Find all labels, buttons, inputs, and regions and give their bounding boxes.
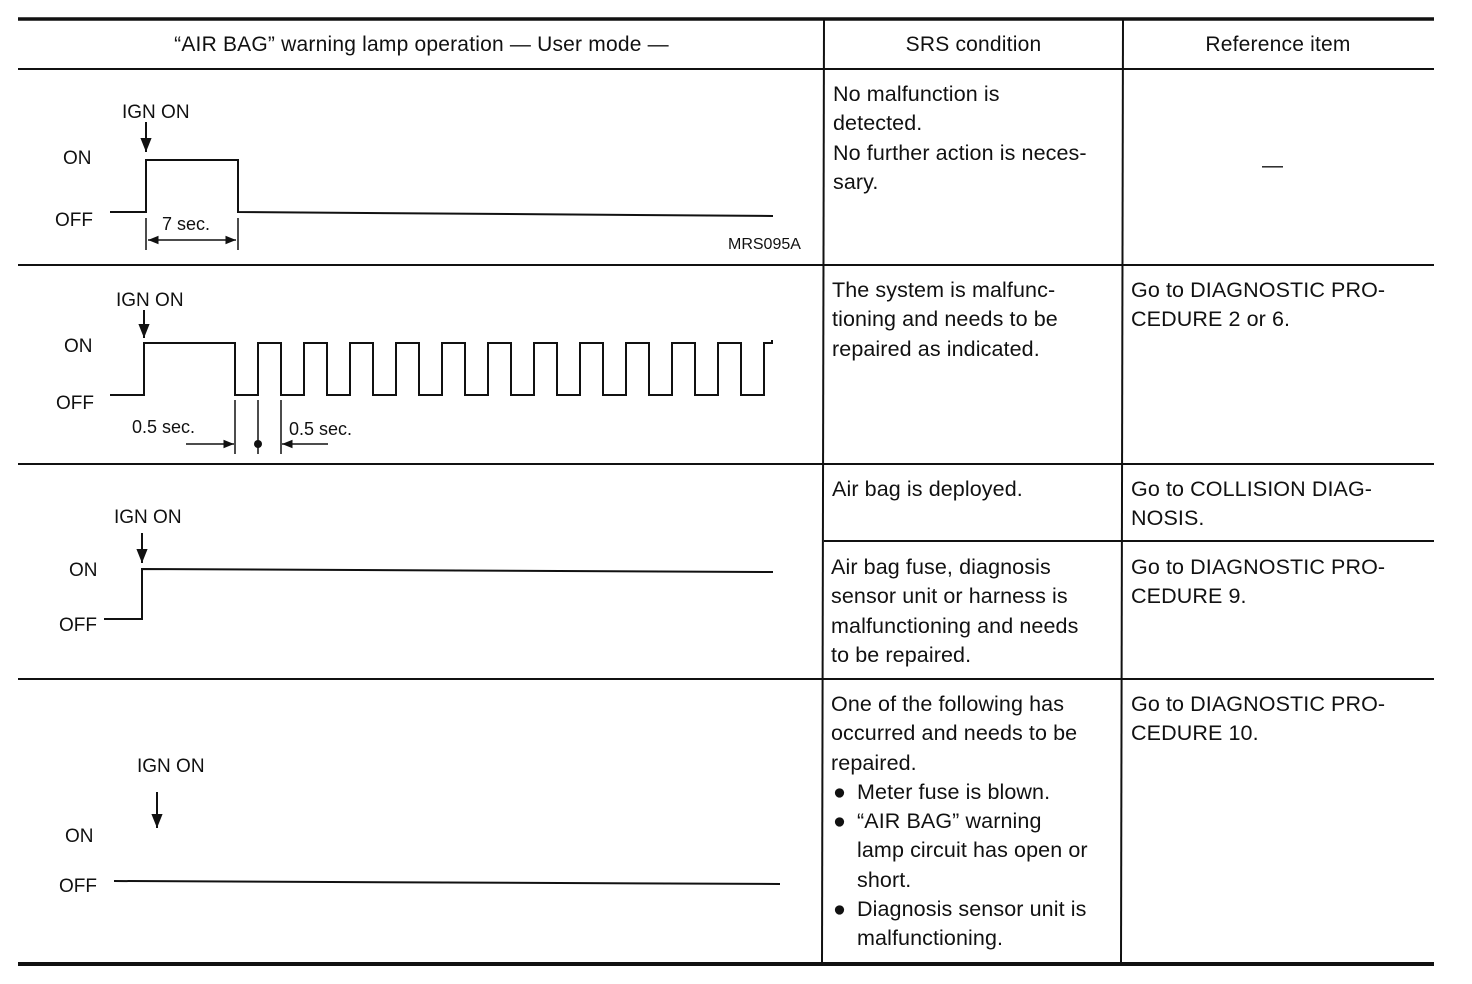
off-label: OFF bbox=[56, 393, 94, 414]
dim-center-dot bbox=[254, 440, 262, 448]
condition-row-4: One of the following has occurred and needs to be repaired. ● Meter fuse is blown. ● “AIR BAG” warning lamp circuit has open or short. ● Diagnosis sensor unit is malfunctioning. bbox=[831, 690, 1088, 954]
bullet-icon: ● bbox=[833, 897, 847, 922]
condition-row-2: The system is malfunc- tioning and needs to be repaired as indicated. bbox=[832, 278, 1058, 361]
diagram-row-3 bbox=[104, 533, 773, 619]
reference-row-1: — bbox=[1262, 154, 1283, 177]
off-label: OFF bbox=[59, 615, 97, 636]
condition-row-3a: Air bag is deployed. bbox=[832, 477, 1023, 501]
bullet-item: ● “AIR BAG” warning lamp circuit has open or short. bbox=[833, 809, 1088, 892]
off-label: OFF bbox=[59, 876, 97, 897]
on-label: ON bbox=[65, 826, 94, 847]
reference-row-4: Go to DIAGNOSTIC PRO- CEDURE 10. bbox=[1131, 692, 1386, 746]
diagram-row-4 bbox=[114, 792, 780, 884]
bullet-item: ● Meter fuse is blown. bbox=[831, 778, 1088, 807]
ign-on-label: IGN ON bbox=[116, 290, 184, 311]
on-label: ON bbox=[69, 560, 98, 581]
lamp-waveform-7sec bbox=[110, 160, 773, 216]
reference-row-2: Go to DIAGNOSTIC PRO- CEDURE 2 or 6. bbox=[1131, 278, 1386, 332]
condition-row-1: No malfunction is detected. No further action is neces- sary. bbox=[833, 82, 1087, 194]
reference-row-3b: Go to DIAGNOSTIC PRO- CEDURE 9. bbox=[1131, 555, 1386, 609]
diagram-row-2 bbox=[110, 310, 772, 454]
lamp-waveform-blinking bbox=[110, 340, 772, 395]
ign-on-label: IGN ON bbox=[137, 756, 205, 777]
duration-label-left: 0.5 sec. bbox=[132, 417, 196, 437]
figure-code: MRS095A bbox=[728, 236, 801, 253]
lamp-waveform-off bbox=[114, 881, 780, 884]
ign-on-label: IGN ON bbox=[114, 507, 182, 528]
header-reference-item: Reference item bbox=[1205, 33, 1351, 56]
condition-row-3b: Air bag fuse, diagnosis sensor unit or harness is malfunctioning and needs to be repaired. bbox=[831, 555, 1079, 667]
reference-row-3a: Go to COLLISION DIAG- NOSIS. bbox=[1131, 477, 1373, 531]
lamp-waveform-steady-on bbox=[104, 569, 773, 619]
header-lamp-operation: “AIR BAG” warning lamp operation — User mode — bbox=[174, 33, 669, 56]
off-label: OFF bbox=[55, 210, 93, 231]
on-label: ON bbox=[63, 148, 92, 169]
on-label: ON bbox=[64, 336, 93, 357]
duration-label-right: 0.5 sec. bbox=[289, 419, 353, 439]
ign-on-label: IGN ON bbox=[122, 102, 190, 123]
duration-label: 7 sec. bbox=[162, 214, 211, 234]
bullet-item: ● Diagnosis sensor unit is malfunctioning. bbox=[833, 897, 1087, 951]
bullet-icon: ● bbox=[833, 809, 847, 834]
bullet-icon: ● bbox=[833, 779, 847, 804]
header-srs-condition: SRS condition bbox=[905, 33, 1042, 56]
